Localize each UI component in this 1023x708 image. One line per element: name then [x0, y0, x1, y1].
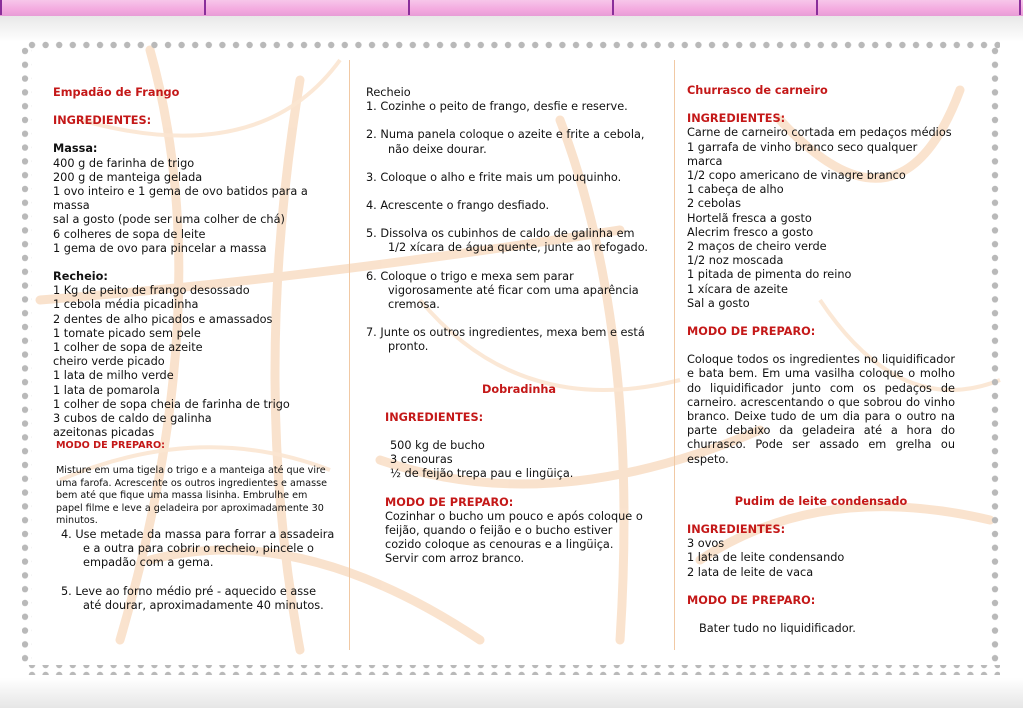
step-4: 4. Use metade da massa para forrar a assadeira e a outra para cobrir o recheio, pincele o empadão com a gema.	[61, 528, 335, 570]
list-item: Carne de carneiro cortada em pedaços médios	[687, 126, 952, 140]
pudim-preparo-heading: MODO DE PREPARO:	[687, 593, 816, 607]
pudim-ingredients	[687, 537, 955, 580]
step-4: 4. Acrescente o frango desfiado.	[366, 199, 550, 213]
step-6: 6. Coloque o trigo e mexa sem parar vigorosamente até ficar com uma aparência cremosa.	[366, 269, 639, 312]
preparo-text: Coloque todos os ingredientes no liquidificador e bata bem. Em uma vasilha coloque o molho do liquidificador junto com os pedaços de carneiro. acrescentando o que sobrou do vinho branco. Deixe tudo de um dia para o outro na parte debaixo da geladeira até a hora do churrasco. Pode ser assado em grelha ou espeto.	[687, 353, 955, 466]
recheio-heading: Recheio:	[53, 270, 108, 284]
dobradinha-title: Dobradinha	[481, 382, 557, 396]
recipe-title: Empadão de Frango	[53, 86, 180, 99]
recheio-heading: Recheio	[366, 86, 411, 99]
churrasco-ingredients	[687, 126, 955, 311]
list-item: 1/2 copo americano de vinagre branco	[687, 169, 906, 183]
ingredients-heading: INGREDIENTES:	[53, 114, 152, 128]
column-empadao	[53, 86, 336, 613]
list-item: 200 g de manteiga gelada	[53, 170, 203, 184]
list-item: 1 colher de sopa cheia de farinha de trigo	[53, 397, 290, 411]
step-1: 1. Cozinhe o peito de frango, desfie e reserve.	[366, 100, 628, 114]
step-7: 7. Junte os outros ingredientes, mexa bem e está pronto.	[366, 326, 645, 354]
list-item: 2 cebolas	[687, 197, 741, 211]
column-recheio-dobradinha	[366, 86, 650, 567]
pudim-preparo-text: Bater tudo no liquidificador.	[699, 622, 856, 636]
list-item: 2 maços de cheiro verde	[687, 240, 827, 254]
ingredients-heading: INGREDIENTES:	[385, 410, 484, 424]
list-item: 1 pitada de pimenta do reino	[687, 268, 852, 282]
preparo-heading: MODO DE PREPARO:	[56, 440, 165, 452]
list-item: 1/2 noz moscada	[687, 254, 784, 268]
list-item: 500 kg de bucho	[390, 439, 485, 453]
step-3: 3. Coloque o alho e frite mais um pouquinho.	[366, 170, 622, 184]
massa-list	[53, 157, 336, 256]
list-item: 400 g de farinha de trigo	[53, 156, 195, 170]
ingredients-heading: INGREDIENTES:	[687, 112, 786, 126]
preparo-text: Misture em uma tigela o trigo e a manteiga até que vire uma farofa. Acrescente os outros ingredientes e amasse bem até que fique uma massa lisinha. Embrulhe em papel filme e leve a geladeira por aproximadamente 30 minutos.	[56, 465, 327, 527]
dobradinha-ingredients	[366, 439, 650, 482]
column-divider-1	[349, 60, 350, 650]
list-item: 1 Kg de peito de frango desossado	[53, 284, 250, 298]
recipe-title: Churrasco de carneiro	[687, 84, 828, 97]
list-item: 3 cenouras	[390, 453, 453, 467]
preparo-heading: MODO DE PREPARO:	[385, 495, 514, 509]
list-item: 1 garrafa de vinho branco seco qualquer marca	[687, 140, 918, 168]
column-churrasco-pudim	[687, 84, 955, 636]
preparo-heading: MODO DE PREPARO:	[687, 325, 816, 339]
pudim-ingredients-heading: INGREDIENTES:	[687, 523, 786, 537]
list-item: Hortelã fresca a gosto	[687, 211, 812, 225]
list-item: 1 colher de sopa de azeite	[53, 341, 203, 355]
list-item: 1 lata de pomarola	[53, 383, 160, 397]
list-item: 1 lata de leite condensando	[687, 551, 845, 565]
list-item: ½ de feijão trepa pau e lingüiça.	[390, 467, 574, 481]
list-item: 1 xícara de azeite	[687, 282, 788, 296]
list-item: sal a gosto (pode ser uma colher de chá)	[53, 213, 285, 227]
list-item: Alecrim fresco a gosto	[687, 225, 814, 239]
list-item: 1 tomate picado sem pele	[53, 326, 201, 340]
list-item: 3 ovos	[687, 537, 725, 551]
list-item: 1 lata de milho verde	[53, 369, 174, 383]
list-item: Sal a gosto	[687, 296, 750, 310]
list-item: cheiro verde picado	[53, 355, 165, 369]
list-item: 1 ovo inteiro e 1 gema de ovo batidos para a massa	[53, 185, 308, 213]
list-item: 2 dentes de alho picados e amassados	[53, 312, 273, 326]
column-divider-2	[674, 60, 675, 650]
list-item: 3 cubos de caldo de galinha	[53, 412, 212, 426]
list-item: 1 gema de ovo para pincelar a massa	[53, 241, 267, 255]
pudim-title: Pudim de leite condensado	[734, 494, 908, 508]
massa-heading: Massa:	[53, 142, 98, 156]
list-item: 1 cabeça de alho	[687, 183, 784, 197]
list-item: 6 colheres de sopa de leite	[53, 227, 206, 241]
list-item: 2 lata de leite de vaca	[687, 565, 814, 579]
recheio-list	[53, 284, 336, 440]
step-5: 5. Leve ao forno médio pré - aquecido e asse até dourar, aproximadamente 40 minutos.	[61, 584, 324, 612]
list-item: 1 cebola média picadinha	[53, 298, 199, 312]
step-5: 5. Dissolva os cubinhos de caldo de galinha em 1/2 xícara de água quente, junte ao refogado.	[366, 227, 649, 255]
step-2: 2. Numa panela coloque o azeite e frite a cebola, não deixe dourar.	[366, 128, 645, 156]
preparo-text: Cozinhar o bucho um pouco e após coloque o feijão, quando o feijão e o bucho estiver cozido coloque as cenouras e a lingüiça. Servir com arroz branco.	[385, 509, 643, 566]
list-item: azeitonas picadas	[53, 426, 155, 440]
